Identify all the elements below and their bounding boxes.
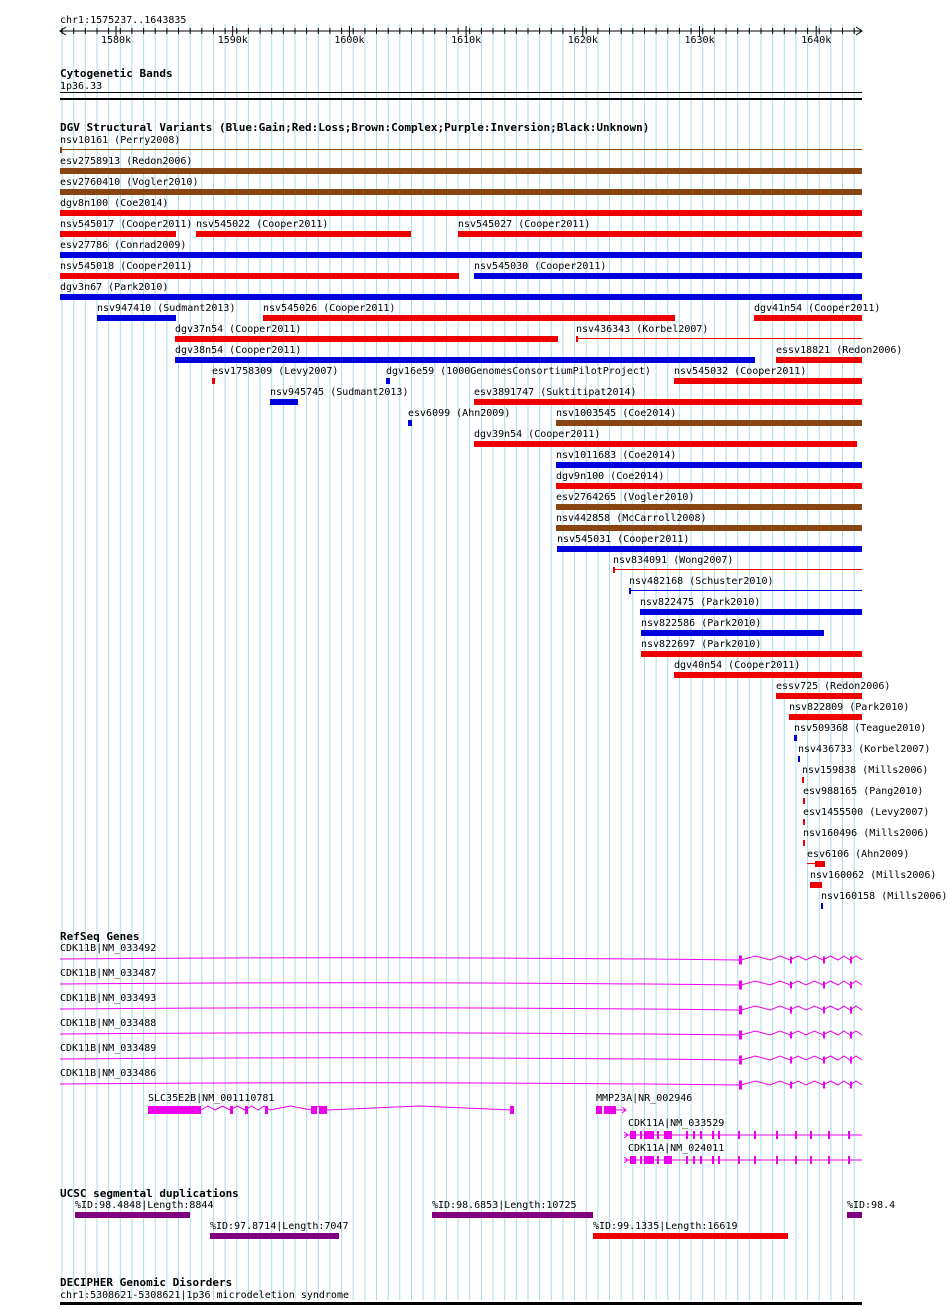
variant-bar[interactable] [803, 840, 805, 846]
variant-label[interactable]: esv2764265 (Vogler2010) [556, 492, 695, 503]
dgv-track-title: DGV Structural Variants (Blue:Gain;Red:Loss;Brown:Complex;Purple:Inversion;Black:Unknown) [60, 121, 650, 134]
variant-label[interactable]: nsv436343 (Korbel2007) [576, 324, 709, 335]
variant-label[interactable]: nsv509368 (Teague2010) [794, 723, 927, 734]
cyto-band-line [60, 92, 862, 93]
gene-exon [823, 1007, 825, 1014]
variant-bar[interactable] [263, 315, 675, 321]
variant-bar[interactable] [641, 651, 862, 657]
variant-bar[interactable] [556, 483, 862, 489]
decipher-bar[interactable] [60, 1302, 862, 1305]
variant-label[interactable]: nsv945745 (Sudmant2013) [270, 387, 409, 398]
variant-bar[interactable] [60, 168, 862, 174]
variant-bar[interactable] [60, 273, 459, 279]
gene-exon [790, 1082, 792, 1089]
variant-bar[interactable] [810, 882, 822, 888]
segdup-label[interactable]: %ID:99.1335|Length:16619 [593, 1221, 738, 1232]
gene-exon [823, 957, 825, 964]
variant-label[interactable]: dgv38n54 (Cooper2011) [175, 345, 302, 356]
gene-exon [850, 982, 852, 989]
ruler-tick-label: 1600k [334, 35, 365, 46]
ruler-tick-label: 1580k [101, 35, 132, 46]
variant-label[interactable]: dgv37n54 (Cooper2011) [175, 324, 302, 335]
gene-exon [828, 1156, 830, 1164]
variant-label[interactable]: dgv3n67 (Park2010) [60, 282, 169, 293]
gene-label[interactable]: CDK11B|NM_033492 [60, 943, 157, 954]
variant-label[interactable]: esv6106 (Ahn2009) [807, 849, 910, 860]
gene-exon [850, 957, 852, 964]
ruler-tick-label: 1630k [684, 35, 715, 46]
gene-exon [828, 1131, 830, 1139]
variant-label[interactable]: esv2758913 (Redon2006) [60, 156, 193, 167]
gene-exon [776, 1156, 778, 1164]
gene-exon [712, 1131, 714, 1139]
gene-label[interactable]: CDK11B|NM_033488 [60, 1018, 157, 1029]
gene-exon [850, 1032, 852, 1039]
gene-exon [823, 1082, 825, 1089]
variant-label[interactable]: nsv1003545 (Coe2014) [556, 408, 677, 419]
variant-bar[interactable] [629, 590, 862, 591]
variant-bar[interactable] [803, 798, 805, 804]
gene-exon [850, 1057, 852, 1064]
gene-exon [640, 1156, 642, 1164]
gene-label[interactable]: CDK11B|NM_033487 [60, 968, 157, 979]
ruler-tick-label: 1590k [217, 35, 248, 46]
gene-intron [741, 1006, 862, 1010]
segdup-bar[interactable] [432, 1212, 593, 1218]
gene-label[interactable]: SLC35E2B|NM_001110781 [148, 1093, 275, 1104]
cyto-track-title: Cytogenetic Bands [60, 67, 173, 80]
gene-exon [596, 1106, 602, 1114]
gene-intron [741, 1056, 862, 1060]
track-divider [60, 98, 862, 100]
variant-bar[interactable] [641, 630, 824, 636]
variant-label[interactable]: nsv822586 (Park2010) [641, 618, 762, 629]
gene-exon [657, 1156, 659, 1164]
gene-exon [823, 982, 825, 989]
variant-bar[interactable] [803, 819, 805, 825]
gene-exon [686, 1156, 688, 1164]
variant-bar[interactable] [640, 609, 862, 615]
gene-label[interactable]: CDK11B|NM_033493 [60, 993, 157, 1004]
variant-bar[interactable] [60, 189, 862, 195]
variant-label[interactable]: nsv442858 (McCarroll2008) [556, 513, 707, 524]
variant-bar-cap[interactable] [629, 588, 631, 594]
gene-exon [848, 1156, 850, 1164]
variant-bar[interactable] [60, 149, 862, 150]
variant-label[interactable]: esv1758309 (Levy2007) [212, 366, 339, 377]
location-label: chr1:1575237..1643835 [60, 15, 187, 26]
variant-label[interactable]: nsv160062 (Mills2006) [810, 870, 937, 881]
variant-bar[interactable] [212, 378, 215, 384]
gene-exon [700, 1156, 702, 1164]
variant-bar[interactable] [474, 273, 862, 279]
gene-exon [754, 1131, 756, 1139]
variant-bar[interactable] [674, 378, 862, 384]
gene-intron [741, 981, 862, 985]
variant-bar[interactable] [798, 756, 800, 762]
ruler-tick-label: 1610k [451, 35, 482, 46]
segdup-bar[interactable] [75, 1212, 190, 1218]
gene-label[interactable]: MMP23A|NR_002946 [596, 1093, 693, 1104]
variant-bar[interactable] [776, 693, 862, 699]
gene-exon [311, 1106, 317, 1114]
gene-exon [693, 1156, 695, 1164]
variant-label[interactable]: nsv160496 (Mills2006) [803, 828, 930, 839]
variant-bar[interactable] [474, 441, 857, 447]
gene-exon [148, 1106, 201, 1114]
variant-bar[interactable] [794, 735, 797, 741]
gene-exon [754, 1156, 756, 1164]
variant-label[interactable]: nsv545026 (Cooper2011) [263, 303, 396, 314]
variant-bar[interactable] [576, 338, 862, 339]
variant-label[interactable]: nsv10161 (Perry2008) [60, 135, 181, 146]
gene-exon [664, 1131, 672, 1139]
gene-label[interactable]: CDK11B|NM_033486 [60, 1068, 157, 1079]
variant-bar[interactable] [674, 672, 862, 678]
gene-exon [664, 1156, 672, 1164]
variant-label[interactable]: nsv834091 (Wong2007) [613, 555, 734, 566]
variant-bar[interactable] [97, 315, 176, 321]
ruler-tick-label: 1620k [567, 35, 598, 46]
gene-exon [686, 1131, 688, 1139]
variant-bar[interactable] [270, 399, 298, 405]
variant-label[interactable]: nsv545017 (Cooper2011) [60, 219, 193, 230]
segdup-bar[interactable] [593, 1233, 788, 1239]
variant-label[interactable]: nsv545032 (Cooper2011) [674, 366, 807, 377]
variant-label[interactable]: nsv160158 (Mills2006) [821, 891, 947, 902]
variant-bar[interactable] [821, 903, 823, 909]
gene-exon [790, 957, 792, 964]
variant-bar[interactable] [557, 546, 862, 552]
variant-label[interactable]: nsv822809 (Park2010) [789, 702, 910, 713]
cyto-band-label[interactable]: 1p36.33 [60, 81, 103, 92]
gene-exon [640, 1131, 642, 1139]
variant-bar[interactable] [60, 210, 862, 216]
variant-bar-cap[interactable] [576, 336, 578, 342]
variant-label[interactable]: esv2760410 (Vogler2010) [60, 177, 199, 188]
gene-exon [848, 1131, 850, 1139]
segdup-bar[interactable] [210, 1233, 339, 1239]
variant-label[interactable]: esv988165 (Pang2010) [803, 786, 924, 797]
gene-exon [810, 1131, 812, 1139]
variant-bar[interactable] [175, 336, 558, 342]
gene-exon [823, 1057, 825, 1064]
variant-bar[interactable] [556, 420, 862, 426]
variant-bar[interactable] [386, 378, 390, 384]
variant-label[interactable]: dgv40n54 (Cooper2011) [674, 660, 801, 671]
segdup-label[interactable]: %ID:97.8714|Length:7047 [210, 1221, 349, 1232]
gene-exon [790, 1057, 792, 1064]
gene-exon [712, 1156, 714, 1164]
variant-bar[interactable] [802, 777, 804, 783]
gene-exon [510, 1106, 514, 1114]
variant-bar[interactable] [776, 357, 862, 363]
variant-label[interactable]: esv1455500 (Levy2007) [803, 807, 930, 818]
variant-bar[interactable] [474, 399, 862, 405]
variant-bar[interactable] [556, 525, 862, 531]
decipher-track-title: DECIPHER Genomic Disorders [60, 1276, 233, 1289]
gene-exon [630, 1131, 636, 1139]
gene-exon [693, 1131, 695, 1139]
variant-label[interactable]: esv3891747 (Suktitipat2014) [474, 387, 637, 398]
variant-label[interactable]: dgv16e59 (1000GenomesConsortiumPilotProject) [386, 366, 651, 377]
gene-exon [795, 1156, 797, 1164]
variant-label[interactable]: nsv545018 (Cooper2011) [60, 261, 193, 272]
variant-label[interactable]: esv27786 (Conrad2009) [60, 240, 187, 251]
segdup-label[interactable]: %ID:98.4848|Length:8844 [75, 1200, 214, 1211]
variant-label[interactable]: essv725 (Redon2006) [776, 681, 891, 692]
gene-intron [741, 1031, 862, 1035]
variant-label[interactable]: nsv1011683 (Coe2014) [556, 450, 677, 461]
segdup-track-title: UCSC segmental duplications [60, 1187, 239, 1200]
variant-label[interactable]: nsv482168 (Schuster2010) [629, 576, 774, 587]
gene-exon [790, 982, 792, 989]
variant-label[interactable]: nsv159838 (Mills2006) [802, 765, 929, 776]
gene-exon [718, 1131, 720, 1139]
variant-bar[interactable] [613, 569, 862, 570]
gene-exon [604, 1106, 616, 1114]
variant-bar[interactable] [60, 231, 176, 237]
gene-exon [245, 1106, 248, 1114]
gene-exon [700, 1131, 702, 1139]
variant-bar[interactable] [196, 231, 411, 237]
variant-bar-cap[interactable] [613, 567, 615, 573]
variant-bar[interactable] [789, 714, 862, 720]
gene-label[interactable]: CDK11A|NM_024011 [628, 1143, 725, 1154]
variant-label[interactable]: nsv545031 (Cooper2011) [557, 534, 690, 545]
variant-label[interactable]: nsv545022 (Cooper2011) [196, 219, 329, 230]
variant-label[interactable]: nsv822697 (Park2010) [641, 639, 762, 650]
gene-exon [738, 1156, 740, 1164]
gene-exon [230, 1106, 233, 1114]
gene-label[interactable]: CDK11B|NM_033489 [60, 1043, 157, 1054]
refseq-track-title: RefSeq Genes [60, 930, 140, 943]
gene-exon [644, 1156, 654, 1164]
variant-bar[interactable] [175, 357, 755, 363]
gene-exon [850, 1007, 852, 1014]
gene-exon [657, 1131, 659, 1139]
gene-intron [741, 956, 862, 960]
variant-bar[interactable] [556, 462, 862, 468]
variant-bar-cap[interactable] [60, 147, 62, 153]
variant-bar[interactable] [60, 252, 862, 258]
variant-label[interactable]: nsv436733 (Korbel2007) [798, 744, 931, 755]
gene-exon [644, 1131, 654, 1139]
segdup-label[interactable]: %ID:98.6853|Length:10725 [432, 1200, 577, 1211]
variant-label[interactable]: esv6099 (Ahn2009) [408, 408, 511, 419]
variant-bar[interactable] [458, 231, 862, 237]
gene-exon [850, 1082, 852, 1089]
variant-label[interactable]: dgv41n54 (Cooper2011) [754, 303, 881, 314]
variant-label[interactable]: nsv545030 (Cooper2011) [474, 261, 607, 272]
gene-exon [718, 1156, 720, 1164]
variant-bar[interactable] [815, 861, 825, 867]
variant-label[interactable]: essv18821 (Redon2006) [776, 345, 903, 356]
variant-label[interactable]: nsv947410 (Sudmant2013) [97, 303, 236, 314]
gene-label[interactable]: CDK11A|NM_033529 [628, 1118, 725, 1129]
gene-exon [790, 1032, 792, 1039]
variant-label[interactable]: dgv8n100 (Coe2014) [60, 198, 169, 209]
gene-exon [738, 1131, 740, 1139]
variant-label[interactable]: nsv822475 (Park2010) [640, 597, 761, 608]
variant-bar[interactable] [408, 420, 412, 426]
segdup-bar[interactable] [847, 1212, 862, 1218]
decipher-item-label[interactable]: chr1:5308621-5308621|1p36 microdeletion syndrome [60, 1290, 349, 1301]
gene-exon [810, 1156, 812, 1164]
gene-exon [776, 1131, 778, 1139]
variant-label[interactable]: dgv39n54 (Cooper2011) [474, 429, 601, 440]
variant-label[interactable]: dgv9n100 (Coe2014) [556, 471, 665, 482]
gene-exon [795, 1131, 797, 1139]
variant-bar[interactable] [754, 315, 862, 321]
variant-label[interactable]: nsv545027 (Cooper2011) [458, 219, 591, 230]
variant-bar[interactable] [556, 504, 862, 510]
gene-intron [741, 1081, 862, 1085]
variant-bar[interactable] [60, 294, 862, 300]
ruler-tick-label: 1640k [801, 35, 832, 46]
gene-exon [823, 1032, 825, 1039]
gene-exon [790, 1007, 792, 1014]
segdup-label[interactable]: %ID:98.4 [847, 1200, 896, 1211]
gene-exon [265, 1106, 268, 1114]
gene-exon [319, 1106, 327, 1114]
gene-exon [630, 1156, 636, 1164]
